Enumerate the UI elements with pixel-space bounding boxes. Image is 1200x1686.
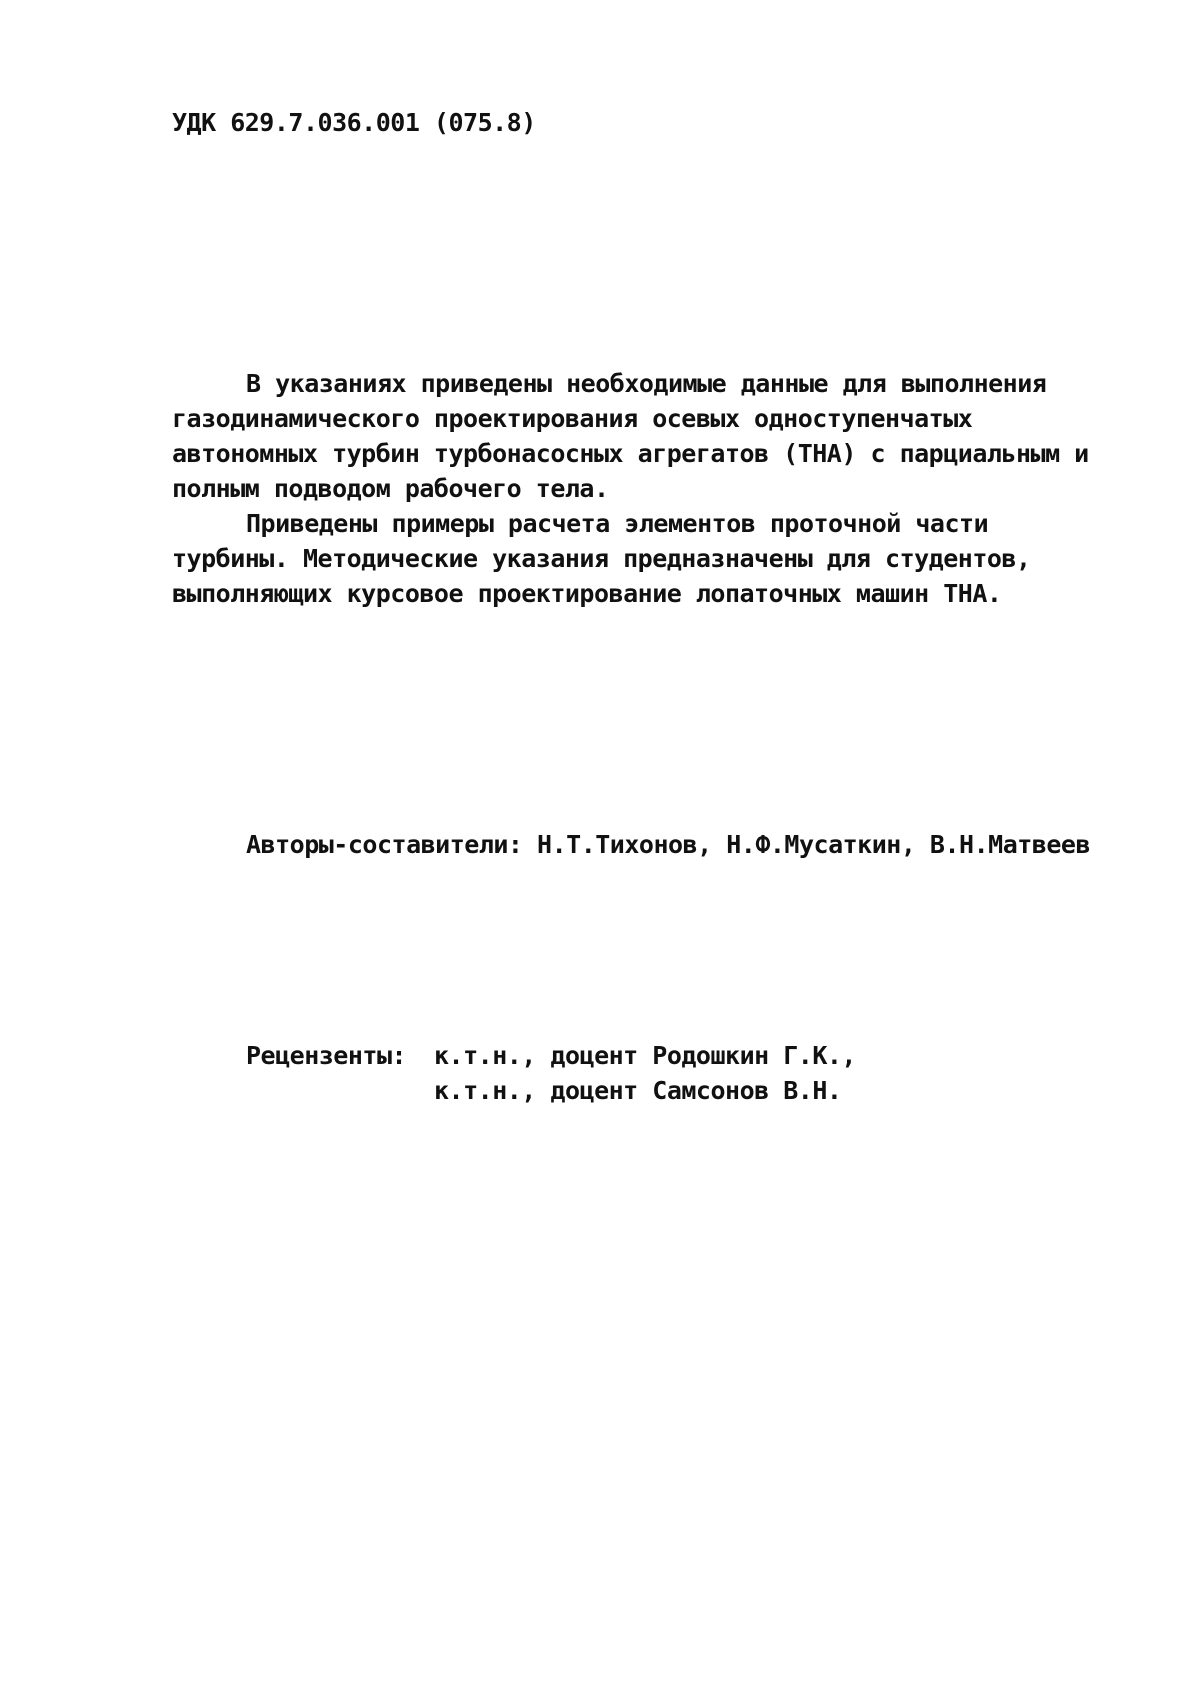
abstract-paragraph-1: В указаниях приведены необходимые данные для выполнения газодинамического проектирования осевых одноступенчатых автономных турбин турбонасосных агрегатов (ТНА) с парциальным и полным подводом рабочего тела. (172, 369, 1089, 503)
authors-line (246, 830, 1090, 859)
reviewer-row-1 (246, 1038, 856, 1073)
abstract-paragraph-2: Приведены примеры расчета элементов проточной части турбины. Методические указания предназначены для студентов, выполняющих курсовое проектирование лопаточных машин ТНА. (172, 509, 1031, 608)
reviewer-row-2 (246, 1073, 856, 1108)
authors-label: Авторы-составители: (246, 830, 523, 859)
udk-code: УДК 629.7.036.001 (075.8) (172, 108, 536, 137)
authors-names: Н.Т.Тихонов, Н.Ф.Мусаткин, В.Н.Матвеев (537, 830, 1090, 859)
abstract (172, 366, 1112, 611)
reviewers-label: Рецензенты: (246, 1041, 407, 1070)
reviewer-1: к.т.н., доцент Родошкин Г.К., (434, 1041, 856, 1070)
reviewers-block (246, 1038, 856, 1108)
reviewer-2: к.т.н., доцент Самсонов В.Н. (434, 1076, 842, 1105)
